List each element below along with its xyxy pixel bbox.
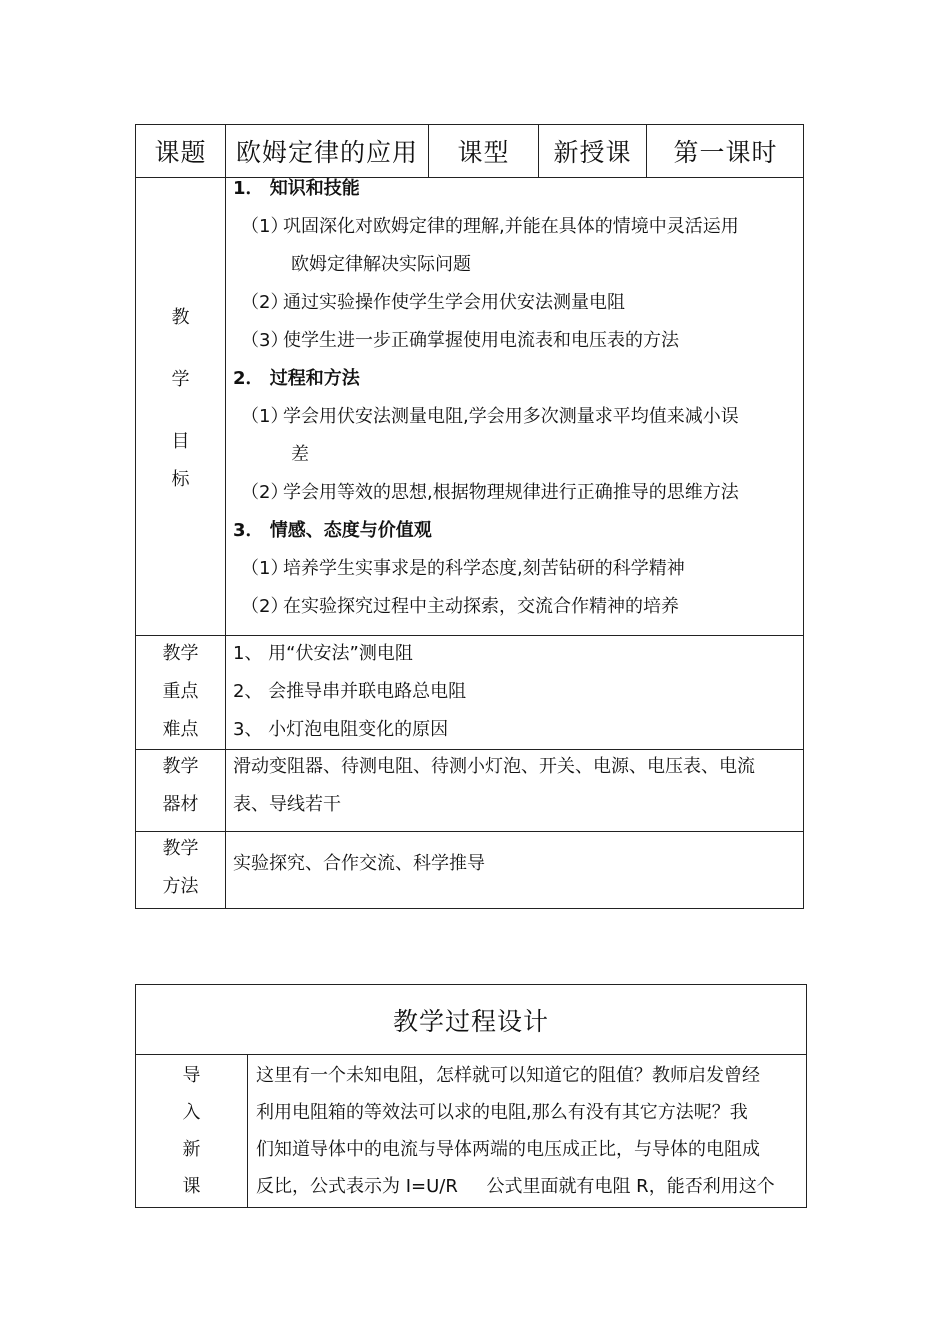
period-value: 第一课时	[673, 138, 778, 167]
equipment-content	[233, 748, 755, 824]
section-title: 2． 过程和方法	[233, 368, 360, 389]
type-label: 课型	[457, 138, 510, 167]
row-divider	[136, 1054, 806, 1055]
methods-label: 教学 方法	[162, 838, 199, 897]
intro-content	[256, 1057, 801, 1205]
section-title: 3． 情感、态度与价值观	[233, 520, 432, 541]
intro-line: 反比，公式表示为 I=U/R 公式里面就有电阻 R，能否利用这个	[256, 1176, 775, 1197]
objective-item-cont: 欧姆定律解决实际问题	[291, 254, 471, 275]
key-points-content	[233, 635, 466, 749]
equipment-line: 滑动变阻器、待测电阻、待测小灯泡、开关、电源、电压表、电流	[233, 756, 755, 777]
key-point-item: 1、 用“伏安法”测电阻	[233, 643, 413, 664]
objective-item: （2）通过实验操作使学生学会用伏安法测量电阻	[241, 292, 625, 313]
objective-item-cont: 差	[291, 444, 309, 465]
topic-value: 欧姆定律的应用	[235, 138, 418, 167]
lesson-info-table	[135, 124, 804, 909]
equipment-label: 教学 器材	[162, 756, 199, 815]
objective-item: （2）学会用等效的思想,根据物理规律进行正确推导的思维方法	[241, 482, 739, 503]
objective-item: （3）使学生进一步正确掌握使用电流表和电压表的方法	[241, 330, 679, 351]
key-points-label: 教学 重点 难点	[162, 643, 199, 740]
column-divider	[247, 1054, 248, 1207]
objective-item: （2）在实验探究过程中主动探索，交流合作精神的培养	[241, 596, 679, 617]
intro-line: 们知道导体中的电流与导体两端的电压成正比，与导体的电阻成	[256, 1139, 760, 1160]
objectives-content	[233, 170, 739, 626]
intro-label: 导 入 新 课	[182, 1065, 201, 1197]
methods-content	[233, 845, 485, 883]
process-table	[135, 984, 807, 1208]
column-divider	[225, 125, 226, 909]
key-point-item: 2、 会推导串并联电路总电阻	[233, 681, 467, 702]
methods-line: 实验探究、合作交流、科学推导	[233, 853, 485, 874]
section-title: 1． 知识和技能	[233, 178, 360, 199]
objectives-label: 教 学 目 标	[171, 307, 190, 490]
topic-label: 课题	[154, 138, 207, 167]
intro-line: 利用电阻箱的等效法可以求的电阻,那么有没有其它方法呢？我	[256, 1102, 748, 1123]
key-point-item: 3、 小灯泡电阻变化的原因	[233, 719, 449, 740]
process-title: 教学过程设计	[392, 1006, 549, 1036]
row-divider	[136, 831, 803, 832]
type-value: 新授课	[553, 138, 632, 167]
equipment-line: 表、导线若干	[233, 794, 341, 815]
objective-item: （1）培养学生实事求是的科学态度,刻苦钻研的科学精神	[241, 558, 685, 579]
intro-line: 这里有一个未知电阻，怎样就可以知道它的阻值？教师启发曾经	[256, 1065, 760, 1086]
objective-item: （1）学会用伏安法测量电阻,学会用多次测量求平均值来减小误	[241, 406, 739, 427]
objective-item: （1）巩固深化对欧姆定律的理解,并能在具体的情境中灵活运用	[241, 216, 739, 237]
